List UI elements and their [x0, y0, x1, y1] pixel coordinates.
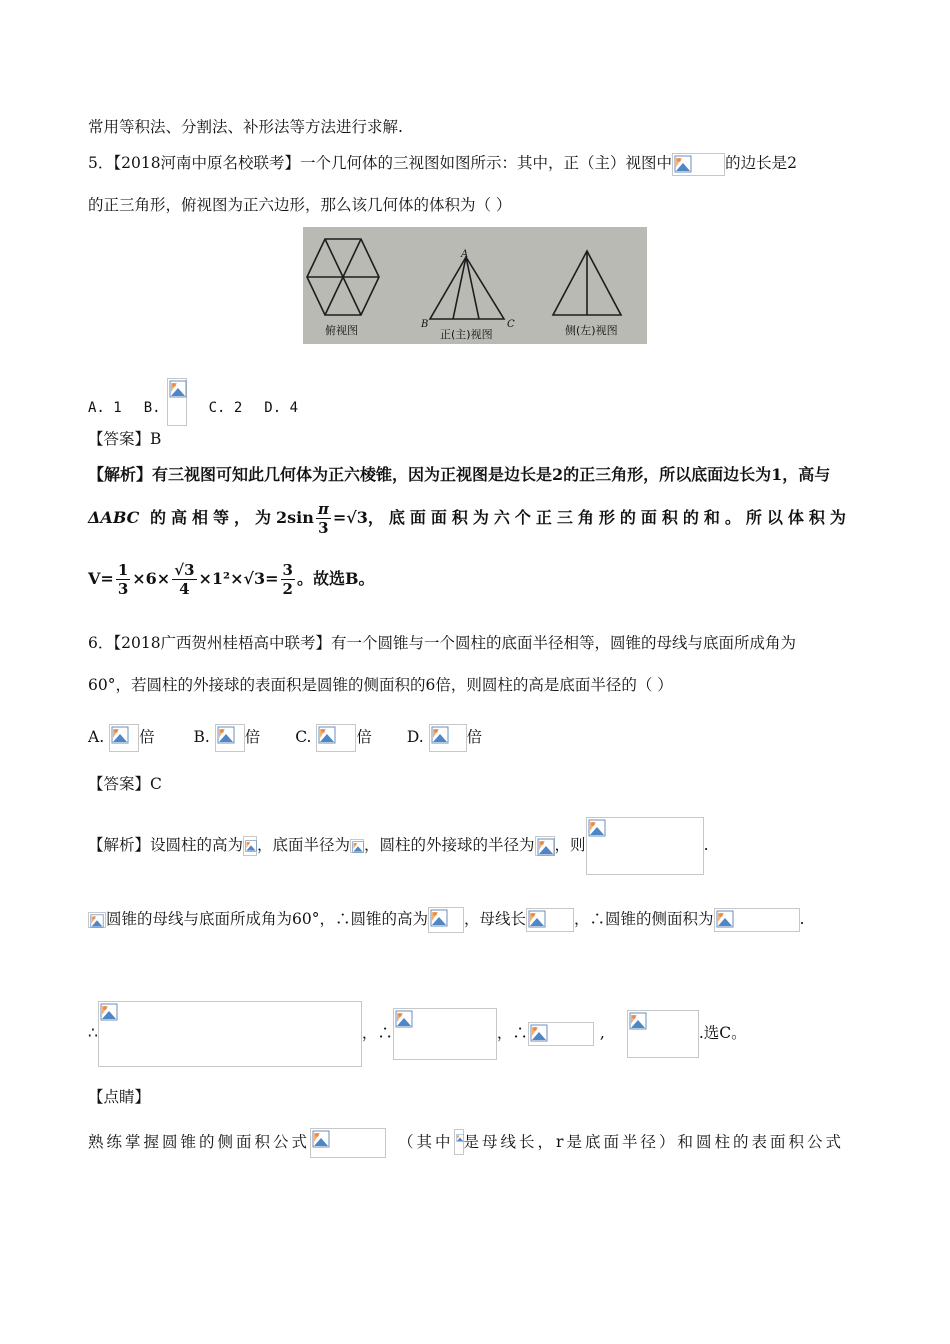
pi-over-3-fraction — [316, 500, 331, 537]
q6-option-d: D. — [406, 728, 424, 746]
analysis-text-b: ，底面半径为 — [257, 836, 351, 854]
formula-image-placeholder — [98, 1001, 362, 1067]
q5-option-b: B. — [143, 400, 161, 416]
broken-image-icon — [629, 1012, 647, 1030]
formula-image-placeholder — [310, 1128, 386, 1158]
formula-image-placeholder — [428, 907, 464, 933]
volume-lhs: V= — [88, 569, 114, 588]
formula-image-placeholder — [316, 724, 356, 752]
q6-analysis-line3: ∴ ，∴ ，∴ , .选C。 — [88, 1000, 747, 1067]
broken-image-icon — [111, 726, 129, 744]
formula-image-placeholder — [215, 724, 245, 752]
formula-image-placeholder — [350, 839, 364, 853]
analysis-text-d: ，则 — [554, 836, 586, 854]
broken-image-icon — [169, 380, 187, 398]
intro-text: 常用等积法、分割法、补形法等方法进行求解. — [88, 118, 403, 136]
sin-prefix: 2sin — [275, 508, 314, 527]
front-view-label: 正(主)视图 — [440, 328, 493, 341]
q5-options — [88, 378, 298, 426]
analysis-text-l2c: ，∴圆锥的侧面积为 — [574, 910, 714, 928]
formula-image-placeholder — [528, 1022, 594, 1046]
q6-option-a: A. — [88, 728, 105, 746]
comma-therefore: ，∴ — [496, 1024, 528, 1042]
broken-image-icon — [90, 914, 104, 928]
q6-answer: 【答案】C — [88, 775, 162, 793]
broken-image-icon — [245, 838, 257, 854]
q6-line1: 6．【2018广西贺州桂梧高中联考】有一个圆锥与一个圆柱的底面半径相等，圆锥的母线与底面所成角为 — [88, 634, 797, 652]
period: . — [703, 836, 709, 854]
broken-image-icon — [716, 910, 734, 928]
q5-option-c: C. 2 — [208, 400, 243, 416]
vertex-a-label: A — [461, 249, 469, 260]
formula-image-placeholder — [535, 836, 555, 856]
broken-image-icon — [312, 1130, 330, 1148]
analysis-text-2a: 的高相等，为 — [149, 508, 276, 527]
side-view-label: 侧(左)视图 — [565, 324, 618, 337]
formula-image-placeholder — [627, 1010, 699, 1058]
formula-image-placeholder — [167, 378, 187, 426]
volume-formula — [88, 561, 297, 598]
broken-image-icon — [431, 726, 449, 744]
broken-image-icon — [100, 1003, 118, 1021]
q6-last-line — [88, 1125, 844, 1159]
analysis-tag: 【解析】 — [88, 465, 153, 484]
analysis-text-2b: ，底面面积为六个正三角形的面积的和。所以体积为 — [367, 508, 851, 527]
q5-option-a: A. 1 — [88, 400, 122, 416]
fraction-denominator: 3 — [318, 519, 329, 537]
q6-line2: 60°，若圆柱的外接球的表面积是圆锥的侧面积的6倍，则圆柱的高是底面半径的（ ） — [88, 676, 673, 694]
comma-therefore: ，∴ — [361, 1024, 393, 1042]
formula-image-placeholder — [429, 724, 467, 752]
q5-analysis-line1 — [88, 464, 830, 486]
q6-option-b: B. — [193, 728, 210, 746]
q5-stem-pre: 5．【2018河南中原名校联考】一个几何体的三视图如图所示：其中，正（主）视图中 — [88, 154, 673, 172]
q6-analysis-line1 — [88, 816, 709, 875]
vertex-c-label: C — [507, 319, 515, 330]
bei-unit: 倍 — [466, 728, 483, 746]
times-one-squared: ×1²×√3= — [198, 569, 279, 588]
q6-analysis-line2 — [88, 905, 804, 933]
dianjing-tag: 【点睛】 — [88, 1088, 151, 1106]
broken-image-icon — [674, 155, 692, 173]
formula-image-placeholder — [393, 1008, 497, 1060]
q5-analysis-line3 — [88, 556, 375, 602]
broken-image-icon — [217, 726, 235, 744]
q6-option-c: C. — [295, 728, 312, 746]
q5-stem-post: 的边长是2 — [725, 154, 797, 172]
q6-options — [88, 722, 482, 752]
formula-image-placeholder — [714, 908, 800, 932]
broken-image-icon — [537, 838, 555, 856]
last-text-b: （其中 — [398, 1133, 454, 1151]
last-text-c: 是母线长，r是底面半径）和圆柱的表面积公式 — [463, 1133, 844, 1151]
broken-image-icon — [430, 909, 448, 927]
three-halves-fraction — [281, 561, 295, 598]
q5-option-d: D. 4 — [264, 400, 299, 416]
sin-expr — [275, 500, 368, 537]
analysis-text-c: ，圆柱的外接球的半径为 — [364, 836, 535, 854]
broken-image-icon — [530, 1024, 548, 1042]
vertex-b-label: B — [421, 319, 429, 330]
times-six: ×6× — [132, 569, 171, 588]
broken-image-icon — [588, 819, 606, 837]
analysis-text-l2b: ，母线长 — [463, 910, 526, 928]
bei-unit: 倍 — [244, 728, 261, 746]
last-text-a: 熟练掌握圆锥的侧面积公式 — [88, 1133, 311, 1151]
formula-image-placeholder — [88, 912, 106, 928]
broken-image-icon — [352, 841, 364, 853]
formula-image-placeholder — [672, 153, 725, 176]
formula-image-placeholder — [526, 908, 574, 932]
three-view-figure — [303, 227, 647, 344]
choose-c: .选C。 — [698, 1024, 747, 1042]
q5-line2: 的正三角形，俯视图为正六边形，那么该几何体的体积为（ ） — [88, 196, 512, 214]
analysis-text-3: 。故选B。 — [296, 569, 375, 588]
broken-image-icon — [456, 1131, 464, 1145]
broken-image-icon — [528, 910, 546, 928]
fraction-numerator: π — [317, 500, 329, 518]
broken-image-icon — [318, 726, 336, 744]
period: . — [799, 910, 805, 928]
equals-sqrt3: =√3 — [332, 508, 368, 527]
fraction-numerator: 1 — [117, 561, 129, 579]
bei-unit: 倍 — [356, 728, 372, 746]
fraction-denominator: 3 — [117, 580, 129, 598]
top-view-label: 俯视图 — [325, 324, 358, 337]
fraction-numerator: √3 — [174, 561, 195, 579]
sqrt3-over-4-fraction — [172, 561, 196, 598]
analysis-text-a: 【解析】设圆柱的高为 — [88, 836, 244, 854]
formula-image-placeholder — [454, 1129, 464, 1155]
q5-answer: 【答案】B — [88, 430, 162, 448]
formula-image-placeholder — [586, 817, 704, 875]
analysis-text-l2a: 圆锥的母线与底面所成角为60°，∴圆锥的高为 — [106, 910, 428, 928]
one-third-fraction — [116, 561, 130, 598]
q5-analysis-line2 — [88, 498, 851, 538]
formula-image-placeholder — [109, 724, 139, 752]
fraction-numerator: 3 — [282, 561, 293, 579]
three-view-drawing — [303, 227, 647, 344]
formula-image-placeholder — [243, 836, 257, 856]
broken-image-icon — [395, 1010, 413, 1028]
fraction-denominator: 4 — [179, 580, 190, 598]
triangle-abc: ΔABC — [88, 508, 140, 527]
bei-unit: 倍 — [139, 728, 155, 746]
q5-line1 — [88, 152, 797, 176]
analysis-text-1: 有三视图可知此几何体为正六棱锥，因为正视图是边长是2的正三角形，所以底面边长为1，高与 — [152, 465, 831, 484]
therefore-symbol: ∴ — [88, 1024, 98, 1042]
fraction-denominator: 2 — [282, 580, 293, 598]
